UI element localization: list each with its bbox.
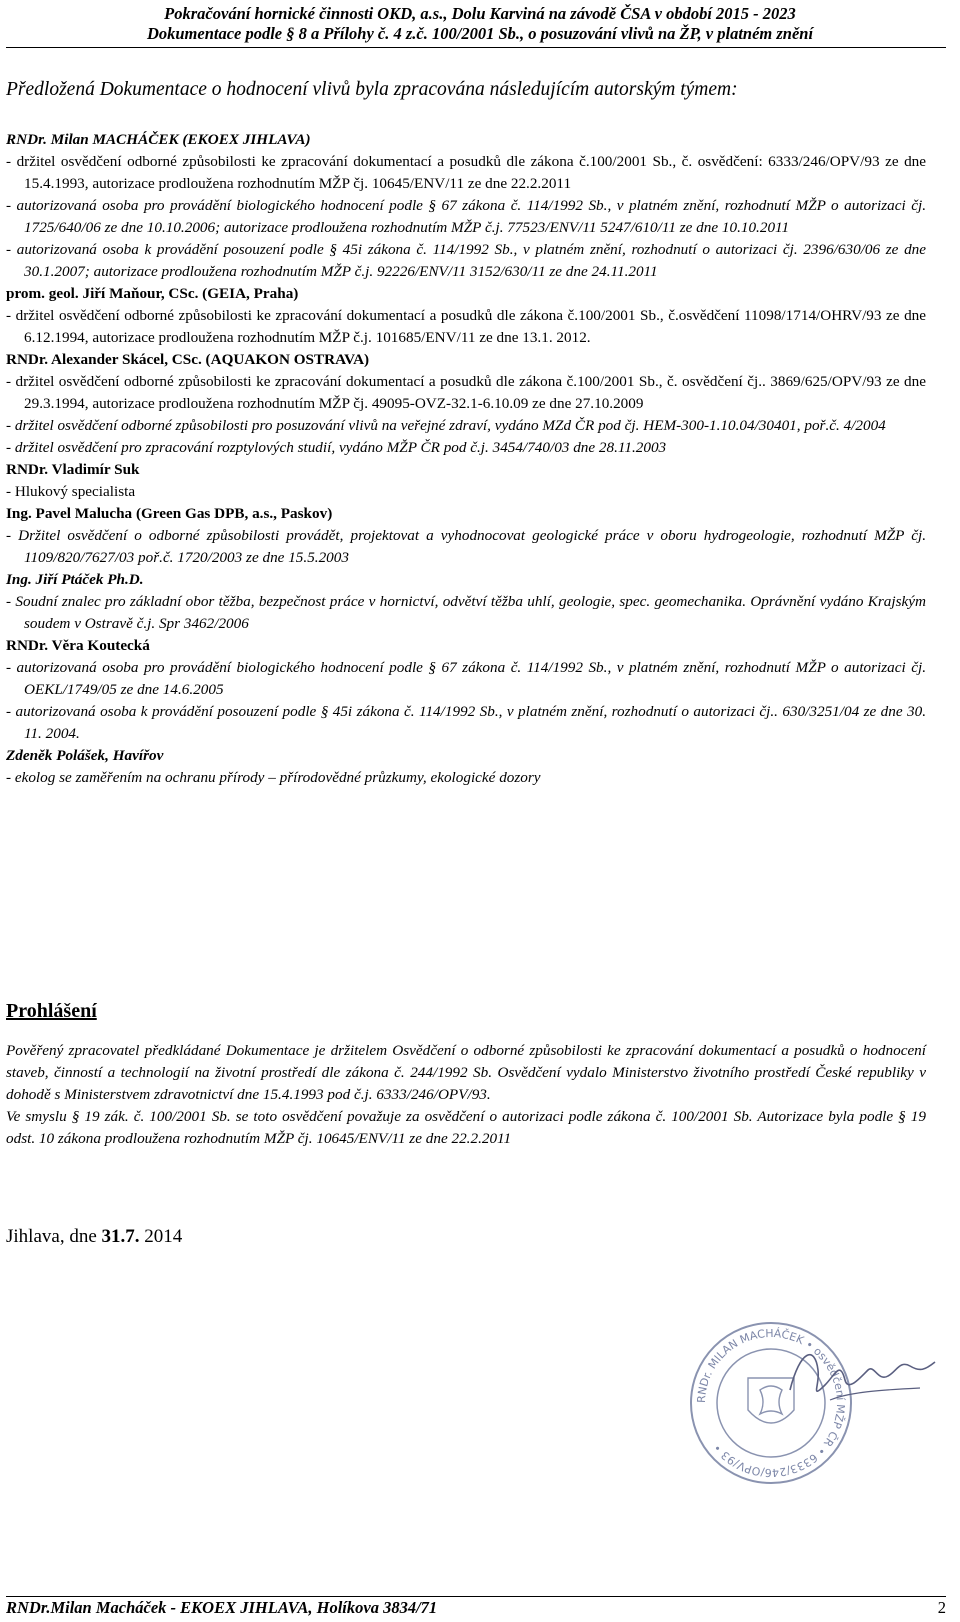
declaration-title: Prohlášení bbox=[6, 1000, 97, 1022]
author-name: Ing. Jiří Ptáček Ph.D. bbox=[6, 571, 144, 588]
seal-ring-text: RNDr. MILAN MACHÁČEK • osvědčení MŽP ČR • 6333/246/OPV/93 • bbox=[694, 1326, 848, 1480]
page-footer bbox=[6, 1598, 946, 1618]
author-name: RNDr. Milan MACHÁČEK (EKOEX JIHLAVA) bbox=[6, 131, 311, 148]
date-year: 2014 bbox=[139, 1226, 183, 1247]
author-malucha bbox=[6, 503, 926, 569]
page-header bbox=[0, 0, 960, 44]
place-date bbox=[6, 1226, 182, 1248]
declaration-paragraph: Pověřený zpracovatel předkládané Dokumentace je držitelem Osvědčení o odborné způsobilosti ke zpracování dokumentací a posudků o hodnocení staveb, činností a technologií na životní prostředí dle zákona č. 244/1992 Sb. Osvědčení vydalo Ministerstvo životního prostředí České republiky v dohodě s Ministerstvem zdravotnictví dne 15.4.1993 pod č.j. 6333/246/OPV/93. bbox=[6, 1042, 926, 1103]
author-name: RNDr. Věra Koutecká bbox=[6, 637, 150, 654]
author-detail: - Držitel osvědčení o odborné způsobilosti provádět, projektovat a vyhodnocovat geologické práce v oboru hydrogeologie, rozhodnutí MŽP čj. 1109/820/7627/03 poř.č. 1720/2003 ze dne 15.5.2003 bbox=[6, 527, 926, 566]
author-detail: - autorizovaná osoba k provádění posouzení podle § 45i zákona č. 114/1992 Sb., v platném znění, rozhodnutí o autorizaci čj. 2396/630/06 ze dne 30.1.2007; autorizace prodloužena rozhodnutím MŽP č.j. 92226/ENV/11 3152/630/11 ze dne 24.11.2011 bbox=[6, 241, 926, 280]
signature-icon bbox=[770, 1330, 940, 1420]
author-koutecka bbox=[6, 635, 926, 745]
author-name: RNDr. Vladimír Suk bbox=[6, 461, 140, 478]
page-number: 2 bbox=[937, 1598, 946, 1617]
author-name: RNDr. Alexander Skácel, CSc. (AQUAKON OSTRAVA) bbox=[6, 351, 370, 368]
author-skacel bbox=[6, 349, 926, 459]
author-detail: - autorizovaná osoba pro provádění biologického hodnocení podle § 67 zákona č. 114/1992 Sb., v platném znění, rozhodnutí MŽP o autorizaci čj. OEKL/1749/05 ze dne 14.6.2005 bbox=[6, 659, 926, 698]
author-detail: - autorizovaná osoba pro provádění biologického hodnocení podle § 67 zákona č. 114/1992 Sb., v platném znění, rozhodnutí MŽP o autorizaci čj. 1725/640/06 ze dne 10.10.2006; autorizace prodloužena rozhodnutím MŽP č.j. 77523/ENV/11 5247/610/11 ze dne 10.10.2011 bbox=[6, 197, 926, 236]
date-bold: 31.7. bbox=[101, 1226, 140, 1247]
author-detail: - ekolog se zaměřením na ochranu přírody – přírodovědné průzkumy, ekologické dozory bbox=[6, 769, 541, 786]
author-name: Ing. Pavel Malucha (Green Gas DPB, a.s., Paskov) bbox=[6, 505, 333, 522]
footer-text: RNDr.Milan Macháček - EKOEX JIHLAVA, Holíkova 3834/71 bbox=[6, 1598, 438, 1617]
declaration-paragraph: Ve smyslu § 19 zák. č. 100/2001 Sb. se toto osvědčení považuje za osvědčení o autorizaci podle zákona č. 100/2001 Sb. Autorizace byla podle § 19 odst. 10 zákona prodloužena rozhodnutím MŽP čj. 10645/ENV/11 ze dne 22.2.2011 bbox=[6, 1108, 926, 1147]
author-detail: - držitel osvědčení pro zpracování rozptylových studií, vydáno MŽP ČR pod č.j. 3454/740/03 dne 28.11.2003 bbox=[6, 439, 667, 456]
author-detail: - držitel osvědčení odborné způsobilosti ke zpracování dokumentací a posudků dle zákona č.100/2001 Sb., č. osvědčení čj.. 3869/625/OPV/93 ze dne 29.3.1994, autorizace prodloužena rozhodnutím MŽP čj. 49095-OVZ-32.1-6.10.09 ze dne 27.10.2009 bbox=[6, 373, 926, 412]
author-manour bbox=[6, 283, 926, 349]
author-suk bbox=[6, 459, 926, 503]
declaration-body bbox=[6, 1040, 926, 1150]
author-detail: - držitel osvědčení odborné způsobilosti ke zpracování dokumentací a posudků dle zákona č.100/2001 Sb., č.osvědčení 11098/1714/OHRV/93 ze dne 6.12.1994, autorizace prodloužena rozhodnutím MŽP č.j. 101685/ENV/11 ze dne 13.1. 2012. bbox=[6, 307, 926, 346]
author-machacek bbox=[6, 129, 926, 283]
header-line-2: Dokumentace podle § 8 a Přílohy č. 4 z.č. 100/2001 Sb., o posuzování vlivů na ŽP, v platném znění bbox=[146, 24, 814, 43]
header-line-1: Pokračování hornické činnosti OKD, a.s., Dolu Karviná na závodě ČSA v období 2015 - 2023 bbox=[164, 4, 796, 23]
author-ptacek bbox=[6, 569, 926, 635]
place-prefix: Jihlava, dne bbox=[6, 1226, 102, 1247]
footer-divider bbox=[6, 1596, 946, 1597]
author-detail: - autorizovaná osoba k provádění posouzení podle § 45i zákona č. 114/1992 Sb., v platném znění, rozhodnutí o autorizaci čj.. 630/3251/04 ze dne 30. 11. 2004. bbox=[6, 703, 926, 742]
author-polasek bbox=[6, 745, 926, 789]
author-team bbox=[6, 129, 926, 789]
author-detail: - Hlukový specialista bbox=[6, 483, 136, 500]
author-detail: - Soudní znalec pro základní obor těžba, bezpečnost práce v hornictví, odvětví těžba uhlí, geologie, spec. geomechanika. Oprávnění vydáno Krajským soudem v Ostravě č.j. Spr 3462/2006 bbox=[6, 593, 926, 632]
intro-text: Předložená Dokumentace o hodnocení vlivů byla zpracována následujícím autorským týmem: bbox=[6, 79, 738, 100]
author-name: prom. geol. Jiří Maňour, CSc. (GEIA, Praha) bbox=[6, 285, 299, 302]
header-divider bbox=[6, 47, 946, 48]
author-name: Zdeněk Polášek, Havířov bbox=[6, 747, 164, 764]
author-detail: - držitel osvědčení odborné způsobilosti pro posuzování vlivů na veřejné zdraví, vydáno MZd ČR pod čj. HEM-300-1.10.04/30401, poř.č. 4/2004 bbox=[6, 417, 886, 434]
author-detail: - držitel osvědčení odborné způsobilosti ke zpracování dokumentací a posudků dle zákona č.100/2001 Sb., č. osvědčení: 6333/246/OPV/93 ze dne 15.4.1993, autorizace prodloužena rozhodnutím MŽP čj. 10645/ENV/11 ze dne 22.2.2011 bbox=[6, 153, 926, 192]
